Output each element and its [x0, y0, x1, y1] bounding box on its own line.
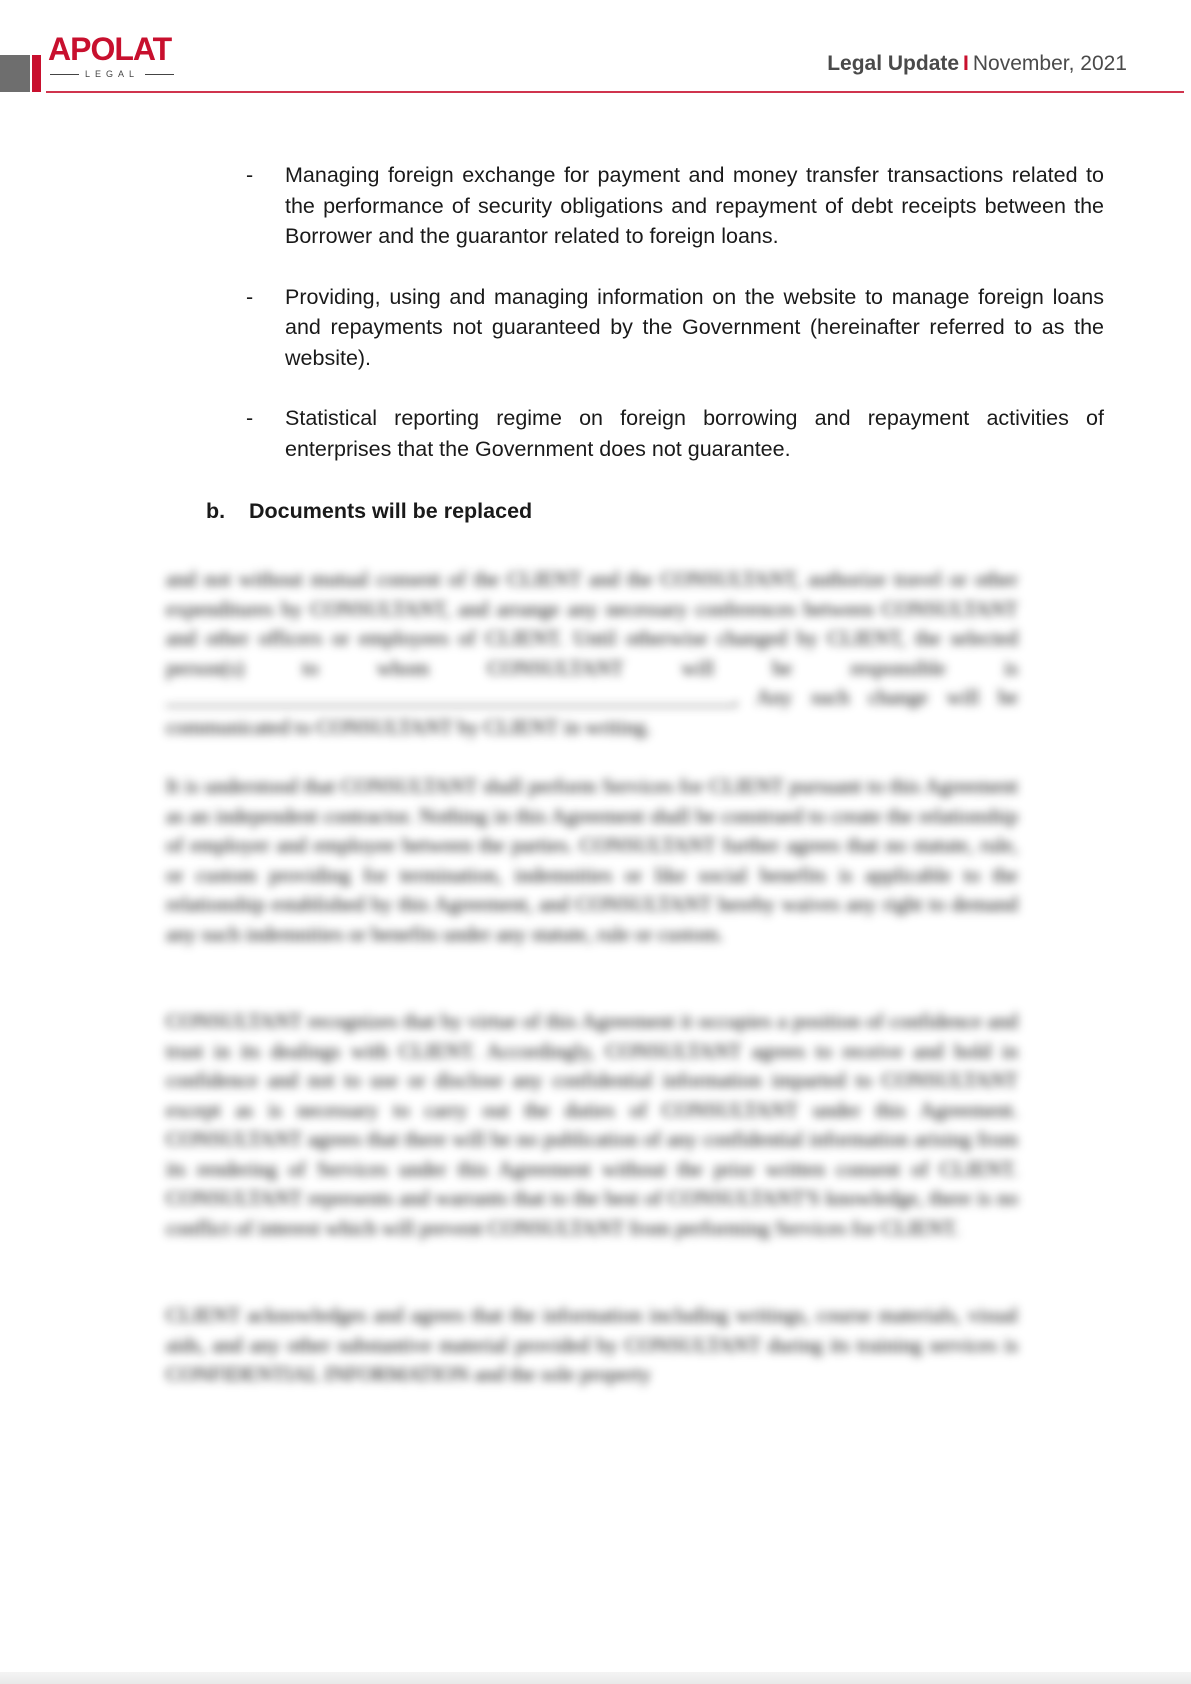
section-heading	[206, 496, 532, 526]
bullet-text: Providing, using and managing information on the website to manage foreign loans and repayments not guaranteed by the Government (hereinafter referred to as the website).	[285, 284, 1104, 370]
blurred-paragraph: CLIENT acknowledges and agrees that the information including writings, course materials, visual aids, and any other substantive material provided by CONSULTANT during its training services is CONFIDENTIAL INFORMATION and the sole property	[166, 1303, 1018, 1386]
logo-rule-right	[145, 74, 174, 75]
list-item	[246, 403, 1104, 464]
logo-subline	[50, 68, 174, 80]
bullet-dash: -	[246, 284, 254, 309]
page-header	[0, 0, 1191, 100]
bullet-list	[246, 160, 1104, 494]
company-logo	[48, 32, 178, 80]
bullet-dash: -	[246, 163, 254, 187]
header-grey-block	[0, 55, 30, 92]
list-item	[246, 160, 1104, 252]
blurred-paragraph: and not without mutual consent of the CLIENT and the CONSULTANT, authorize travel or other expenditures by CONSULTANT, and arrange any necessary conferences between CONSULTANT and other officers or employees of CLIENT. Until otherwise changed by CLIENT, the selected person(s) to whom CONSULTANT will be responsible is ______________________________________________________, Any such change will be communicated to CONSULTANT by CLIENT in writing.	[166, 567, 1018, 739]
bullet-dash: -	[246, 406, 254, 430]
section-marker: b.	[206, 499, 226, 523]
blurred-paragraph: It is understood that CONSULTANT shall perform Services for CLIENT pursuant to this Agreement as an independent contractor. Nothing in this Agreement shall be construed to create the relationship of employer and employee between the parties. CONSULTANT further agrees that no statute, rule, or custom providing for termination, indemnities or like social benefits is applicable to the relationship established by this Agreement, and CONSULTANT hereby waives any right to demand any such indemnities or benefits under any statute, rule or custom.	[166, 774, 1018, 946]
blurred-paragraph: CONSULTANT recognizes that by virtue of this Agreement it occupies a position of confidence and trust in its dealings with CLIENT. Accordingly, CONSULTANT agrees to receive and hold in confidence and not to use or disclose any confidential information imparted to CONSULTANT except as is necessary to carry out the duties of CONSULTANT under this Agreement. CONSULTANT agrees that there will be no publication of any confidential information arising from its rendering of Services under this Agreement without the prior written consent of CLIENT. CONSULTANT represents and warrants that to the best of CONSULTANT'S knowledge, there is no conflict of interest which will prevent CONSULTANT from performing Services for CLIENT.	[166, 1009, 1018, 1240]
header-title-bold: Legal Update	[827, 52, 960, 75]
header-date: November, 2021	[972, 52, 1127, 75]
logo-subtitle: LEGAL	[84, 69, 140, 79]
bullet-text: Statistical reporting regime on foreign borrowing and repayment activities of enterprises that the Government does not guarantee.	[285, 406, 1104, 461]
section-title: Documents will be replaced	[249, 499, 533, 523]
page-bottom-edge	[0, 1672, 1191, 1684]
header-title	[827, 51, 1127, 77]
blurred-content	[166, 565, 1018, 1420]
bullet-text: Managing foreign exchange for payment and money transfer transactions related to the performance of security obligations and repayment of debt receipts between the Borrower and the guarantor related to foreign loans.	[285, 163, 1104, 248]
header-red-bar	[32, 55, 41, 92]
list-item	[246, 282, 1104, 374]
logo-rule-left	[50, 74, 79, 75]
header-divider	[46, 91, 1184, 93]
logo-wordmark: APOLAT	[48, 31, 172, 67]
header-separator: I	[963, 52, 969, 75]
